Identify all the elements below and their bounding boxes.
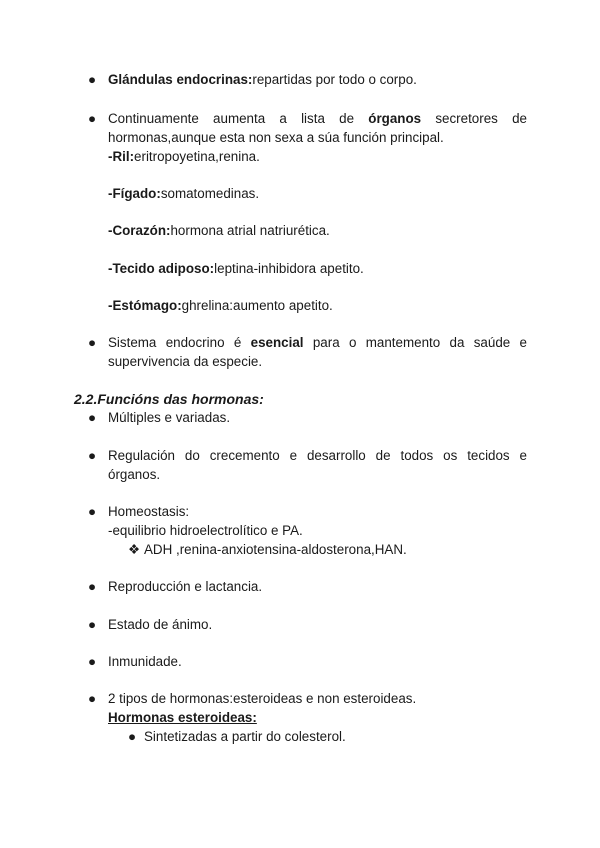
function-item: Reproducción e lactancia. xyxy=(108,579,263,594)
lista-text-a: Continuamente aumenta a lista de xyxy=(108,111,355,126)
section-title: 2.2.Funcións das hormonas: xyxy=(74,391,264,407)
glandulas-text: repartidas por todo o corpo. xyxy=(252,72,417,87)
sistema-line-2: supervivencia da especie. xyxy=(108,354,263,369)
organ-hormones: eritropoyetina,renina. xyxy=(134,149,260,164)
bullet-icon: ● xyxy=(88,335,97,350)
organ-name: -Fígado: xyxy=(108,186,161,201)
function-item: Estado de ánimo. xyxy=(108,617,213,632)
organ-ril xyxy=(108,148,527,166)
homeostasis-detail: -equilibrio hidroelectrolítico e PA. xyxy=(108,523,303,538)
bullet-icon: ● xyxy=(88,72,97,87)
organ-name: -Estómago: xyxy=(108,298,182,313)
organ-hormones: leptina-inhibidora apetito. xyxy=(214,261,364,276)
organ-hormones: ghrelina:aumento apetito. xyxy=(181,298,333,313)
bullet-icon: ● xyxy=(88,448,97,463)
sistema-term: esencial xyxy=(250,335,304,350)
organ-corazon xyxy=(108,222,527,240)
lista-line-2: hormonas,aunque esta non sexa a súa función principal. xyxy=(108,130,444,145)
diamond-bullet-icon: ❖ xyxy=(128,542,141,557)
organ-hormones: somatomedinas. xyxy=(160,186,260,201)
function-item: Inmunidade. xyxy=(108,654,182,669)
steroid-heading: Hormonas esteroideas: xyxy=(108,710,257,725)
bullet-icon: ● xyxy=(88,579,97,594)
organ-estomago xyxy=(108,297,527,315)
organ-name: -Corazón: xyxy=(108,223,171,238)
lista-line-1 xyxy=(108,110,527,128)
organ-hormones: hormona atrial natriurética. xyxy=(170,223,330,238)
function-item: Regulación do crecemento e desarrollo de todos os tecidos e xyxy=(108,448,527,463)
homeostasis-hormones: ADH ,renina-anxiotensina-aldosterona,HAN. xyxy=(144,542,407,557)
organ-name: -Tecido adiposo: xyxy=(108,261,215,276)
lista-text-b: secretores de xyxy=(435,111,527,126)
organ-name: -Ril: xyxy=(108,149,135,164)
bullet-icon: ● xyxy=(88,410,97,425)
lista-term: órganos xyxy=(368,111,422,126)
glandulas-term: Glándulas endocrinas: xyxy=(108,72,253,87)
sistema-line-1 xyxy=(108,334,527,352)
bullet-icon: ● xyxy=(88,654,97,669)
function-item: 2 tipos de hormonas:esteroideas e non esteroideas. xyxy=(108,691,417,706)
glandulas-paragraph xyxy=(108,71,527,89)
function-item-cont: órganos. xyxy=(108,467,161,482)
bullet-icon: ● xyxy=(88,617,97,632)
bullet-icon: ● xyxy=(88,504,97,519)
bullet-icon: ● xyxy=(88,111,97,126)
bullet-icon: ● xyxy=(128,729,137,744)
function-item: Múltiples e variadas. xyxy=(108,410,231,425)
sistema-text-b: para o mantemento da saúde e xyxy=(312,335,527,350)
function-item: Homeostasis: xyxy=(108,504,190,519)
sistema-text-a: Sistema endocrino é xyxy=(108,335,242,350)
steroid-item: Sintetizadas a partir do colesterol. xyxy=(144,729,346,744)
organ-tecido xyxy=(108,260,527,278)
bullet-icon: ● xyxy=(88,691,97,706)
organ-figado xyxy=(108,185,527,203)
